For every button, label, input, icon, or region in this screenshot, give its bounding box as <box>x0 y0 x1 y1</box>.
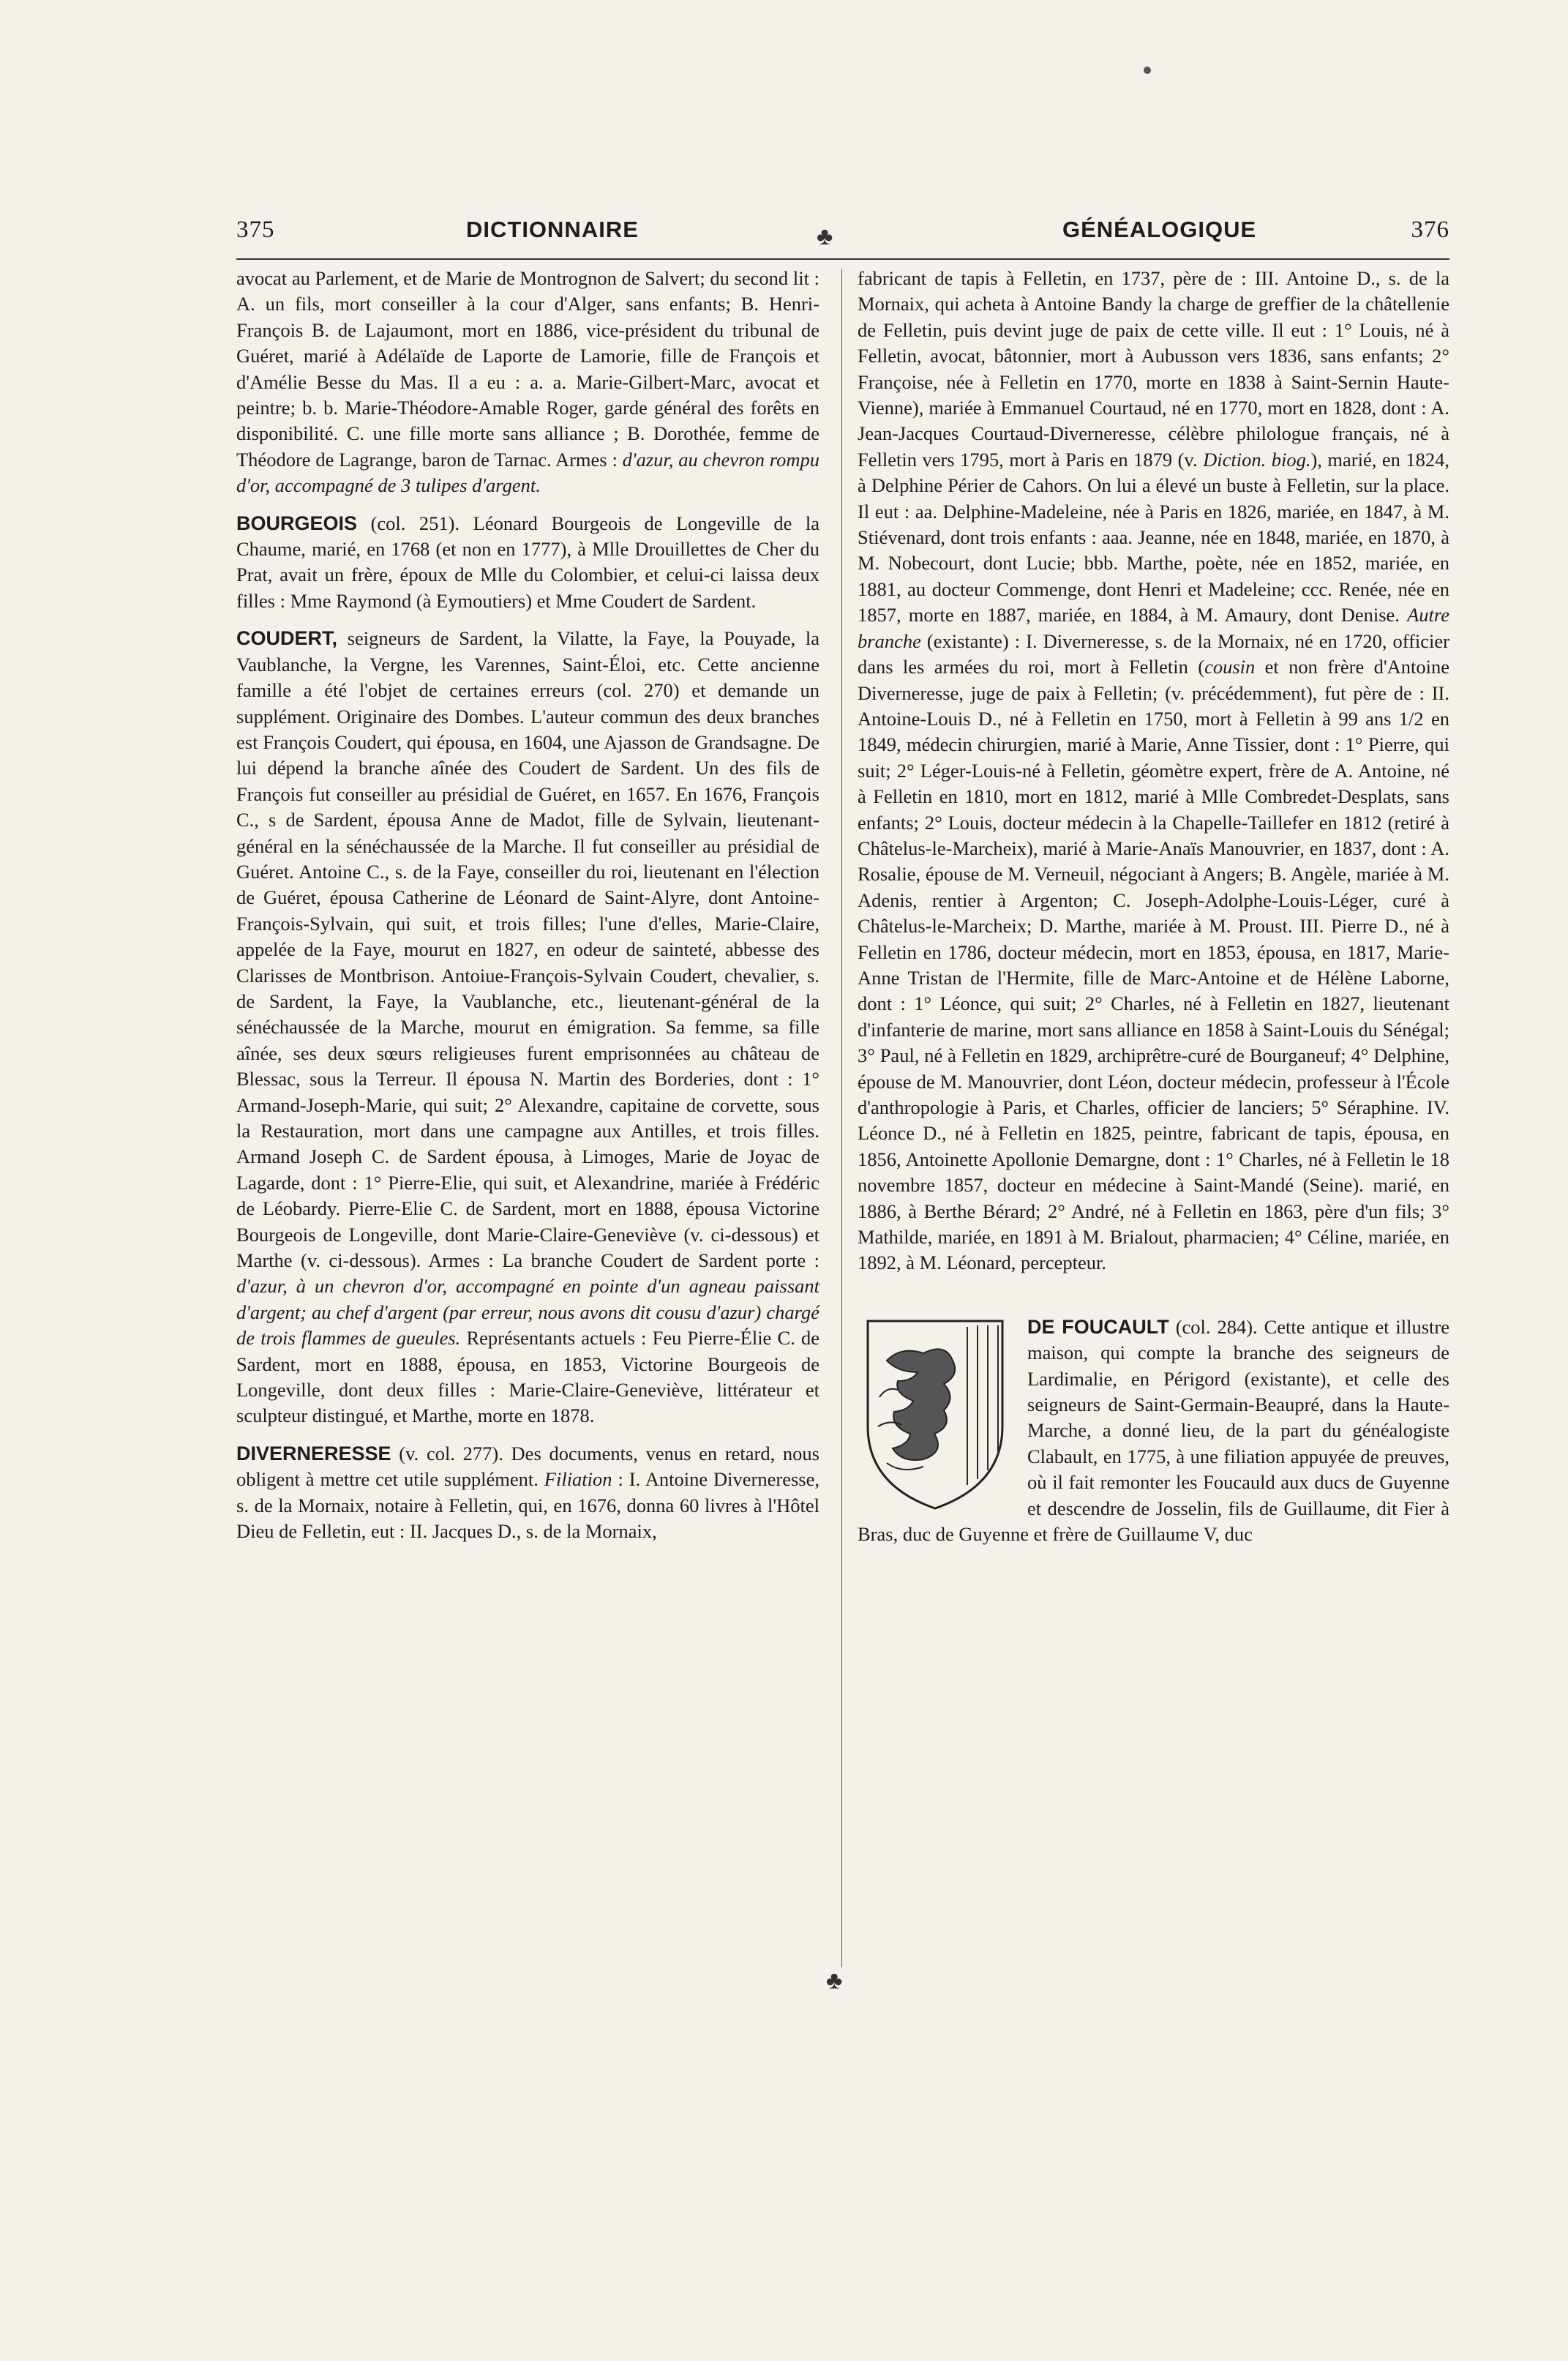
page-number-right: 376 <box>1411 217 1449 243</box>
text: fabricant de tapis à Felletin, en 1737, père de : III. Antoine D., s. de la Mornaix, qui acheta à Antoine Bandy la charge de greffier de la châtellenie de Felletin, puis devint juge de paix de cette ville. Il eut : 1° Louis, né à Felletin, avocat, bâtonnier, mort à Aubusson vers 1836, sans enfants; 2° Françoise, née à Felletin en 1770, morte en 1838 à Saint-Sernin Haute-Vienne), mariée à Emmanuel Courtaud, né en 1770, mort en 1828, dont : A. Jean-Jacques Courtaud-Diverneresse, célèbre philologue français, né à Felletin vers 1795, mort à Paris en 1879 (v. <box>858 267 1449 471</box>
text: (col. 251). Léonard Bourgeois de Longeville de la Chaume, marié, en 1768 (et non en 1777), à Mlle Drouillettes de Cher du Prat, avait un frère, époux de Mlle du Colombier, et celui-ci laissa deux filles : Mme Raymond (à Eymoutiers) et Mme Coudert de Sardent. <box>236 512 819 612</box>
text: avocat au Parlement, et de Marie de Montrognon de Salvert; du second lit : A. un fils, mort conseiller à la cour d'Alger, sans enfants; B. Henri-François B. de Lajaumont, mort en 1886, vice-président du tribunal de Guéret, marié à Adélaïde de Laporte de Lamorie, fille de François et d'Amélie Besse du Mas. Il a eu : a. a. Marie-Gilbert-Marc, avocat et peintre; b. b. Marie-Théodore-Amable Roger, garde général des forêts en disponibilité. C. une fille morte sans alliance ; B. Dorothée, femme de Théodore de Lagrange, baron de Tarnac. Armes : <box>236 267 819 471</box>
speck <box>1144 67 1151 74</box>
headword: DE FOUCAULT <box>1027 1315 1169 1338</box>
running-head-right: GÉNÉALOGIQUE <box>1062 217 1257 242</box>
entry-bourgeois <box>236 511 819 615</box>
header-ornament: ♣ <box>817 223 833 250</box>
left-column <box>236 266 819 1545</box>
headword: DIVERNERESSE <box>236 1442 391 1464</box>
page-number-left: 375 <box>236 217 275 243</box>
italic-label: Filiation <box>544 1468 612 1491</box>
paragraph <box>858 266 1449 1276</box>
blazon-text: d'azur, à un chevron d'or, accompagné en pointe d'un agneau paissant d'argent; au chef d'argent (par erreur, nous avons dit cousu d'azur) chargé de trois flammes de gueules. <box>236 1275 819 1350</box>
headword: BOURGEOIS <box>236 512 358 534</box>
text: : I. Antoine Diverneresse, s. de la Mornaix, notaire à Felletin, qui, en 1676, donna 60 livres à l'Hôtel Dieu de Felletin, eut : II. Jacques D., s. de la Mornaix, <box>236 1468 819 1543</box>
right-column <box>858 266 1449 1548</box>
text: seigneurs de Sardent, la Vilatte, la Faye, la Pouyade, la Vaublanche, la Vergne, les Varennes, Saint-Éloi, etc. Cette ancienne famille a été l'objet de certaines erreurs (col. 270) et demande un supplément. Originaire des Dombes. L'auteur commun des deux branches est François Coudert, qui épousa, en 1604, une Ajasson de Grandsagne. De lui dépend la branche aînée des Coudert de Sardent. Un des fils de François fut conseiller au présidial de Guéret, en 1657. En 1676, François C., s de Sardent, épousa Anne de Madot, fille de Sylvain, lieutenant-général en la sénéchaussée de la Marche. Il fut conseiller au présidial de Guéret. Antoine C., s. de la Faye, conseiller du roi, lieutenant en l'élection de Guéret, épousa Catherine de Léonard de Saint-Alyre, dont Antoine-François-Sylvain, qui suit, et trois filles; l'une d'elles, Marie-Claire, appelée de la Faye, mourut en 1827, en odeur de sainteté, abbesse des Clarisses de Montbrison. Antoiue-François-Sylvain Coudert, chevalier, s. de Sardent, la Faye, la Vaublanche, etc., lieutenant-général de la sénéchaussée de la Marche, mourut en émigration. Sa femme, sa fille aînée, ses deux sœurs religieuses furent emprisonnées au château de Blessac, sous la Terreur. Il épousa N. Martin des Borderies, dont : 1° Armand-Joseph-Marie, qui suit; 2° Alexandre, capitaine de corvette, sous la Restauration, mort dans une campagne aux Antilles, et trois filles. Armand Joseph C. de Sardent épousa, à Limoges, Marie de Joyac de Lagarde, dont : 1° Pierre-Elie, qui suit, et Alexandrine, mariée à Frédéric de Léobardy. Pierre-Elie C. de Sardent, mort en 1888, épousa Victorine Bourgeois de Longeville, dont Marie-Claire-Geneviève (v. ci-dessous) et Marthe (v. ci-dessous). Armes : La branche Coudert de Sardent porte : <box>236 627 819 1272</box>
text: (col. 284). Cette antique et illustre maison, qui compte la branche des seigneurs de Lardimalie, en Périgord (existante), et celle des seigneurs de Saint-Germain-Beaupré, dans la Haute-Marche, a donné lieu, de la part du généalogiste Clabault, en 1775, à une filiation appuyée de preuves, où il fait remonter les Foucauld aux ducs de Guyenne et descendre de Josselin, fils de Guillaume, dit Fier à Bras, duc de Guyenne et frère de Guillaume V, duc <box>858 1315 1450 1546</box>
text: ), marié, en 1824, à Delphine Périer de Cahors. On lui a élevé un buste à Felletin, sur la place. Il eut : aa. Delphine-Madeleine, née à Paris en 1826, mariée, en 1847, à M. Stiévenard, dont trois enfants : aaa. Jeanne, née en 1848, mariée, en 1870, à M. Nobecourt, dont Lucie; bbb. Marthe, poète, née en 1852, mariée, en 1881, au docteur Commenge, dont Henri et Madeleine; ccc. Renée, née en 1857, morte en 1887, mariée, en 1884, à M. Amaury, dont Denise. <box>858 448 1449 626</box>
footer-ornament: ♣ <box>826 1967 843 1994</box>
text: Représentants actuels : Feu Pierre-Élie C. de Sardent, mort en 1888, épousa, en 1853, Victorine Bourgeois de Longeville, dont deux filles : Marie-Claire-Geneviève, littérateur et sculpteur distingué, et Marthe, morte en 1878. <box>236 1327 819 1427</box>
entry-coudert <box>236 626 819 1429</box>
entry-diverneresse <box>236 1441 819 1545</box>
text: et non frère d'Antoine Diverneresse, juge de paix à Felletin; (v. précédemment), fut père de : II. Antoine-Louis D., né à Felletin en 1750, mort à Felletin à 99 ans 1/2 en 1849, médecin chirurgien, marié à Marie, Anne Tissier, dont : 1° Pierre, qui suit; 2° Léger-Louis-né à Felletin, géomètre expert, frère de A. Antoine, né à Felletin en 1810, mort en 1812, marié à Mlle Combredet-Desplats, sans enfants; 2° Louis, docteur médecin à la Chapelle-Taillefer en 1812 (retiré à Châtelus-le-Marcheix), marié à Marie-Anaïs Manouvrier, en 1837, dont : A. Rosalie, épouse de M. Verneuil, négociant à Angers; B. Angèle, mariée à M. Adenis, rentier à Argenton; C. Joseph-Adolphe-Louis-Léger, curé à Châtelus-le-Marcheix; D. Marthe, mariée à M. Proust. III. Pierre D., né à Felletin en 1786, docteur médecin, mort en 1853, épousa, en 1817, Marie-Anne Tristan de l'Hermite, fille de Marc-Antoine et de Hélène Laborne, dont : 1° Léonce, qui suit; 2° Charles, né à Felletin en 1827, lieutenant d'infanterie de marine, mort sans alliance en 1858 à Saint-Louis du Sénégal; 3° Paul, né à Felletin en 1829, archiprêtre-curé de Bourganeuf; 4° Delphine, épouse de M. Manouvrier, dont Léon, docteur médecin, professeur à l'École d'anthropologie à Paris, et Charles, officier de lanciers; 5° Séraphine. IV. Léonce D., né à Felletin en 1825, peintre, fabricant de tapis, épousa, en 1856, Antoinette Apollonie Demargne, dont : 1° Charles, né à Felletin le 18 novembre 1857, docteur en médecine à Saint-Mandé (Seine). marié, en 1886, à Berthe Bérard; 2° André, né à Felletin en 1863, père d'un fils; 3° Mathilde, mariée, en 1891 à M. Brialout, pharmacien; 4° Céline, mariée, en 1892, à M. Léonard, percepteur. <box>858 656 1449 1274</box>
italic-label: Autre branche <box>858 604 1450 652</box>
headword: COUDERT, <box>236 627 338 650</box>
text: (existante) : I. Diverneresse, s. de la Mornaix, né en 1720, officier dans les armées du roi, mort à Felletin ( <box>858 629 1450 678</box>
header-rule <box>236 258 1449 260</box>
paragraph <box>236 266 819 499</box>
entry-foucault <box>858 1314 1449 1548</box>
page-header <box>236 217 1449 253</box>
blazon-text: d'azur, au chevron rompu d'or, accompagné de 3 tulipes d'argent. <box>236 448 819 497</box>
italic-ref: Diction. biog. <box>1203 448 1311 471</box>
coat-of-arms-icon <box>858 1317 1013 1514</box>
text: (v. col. 277). Des documents, venus en retard, nous obligent à mettre cet utile supplément. <box>236 1442 820 1491</box>
running-head-left: DICTIONNAIRE <box>466 217 639 242</box>
column-separator <box>841 269 842 1967</box>
italic-word: cousin <box>1204 656 1256 678</box>
